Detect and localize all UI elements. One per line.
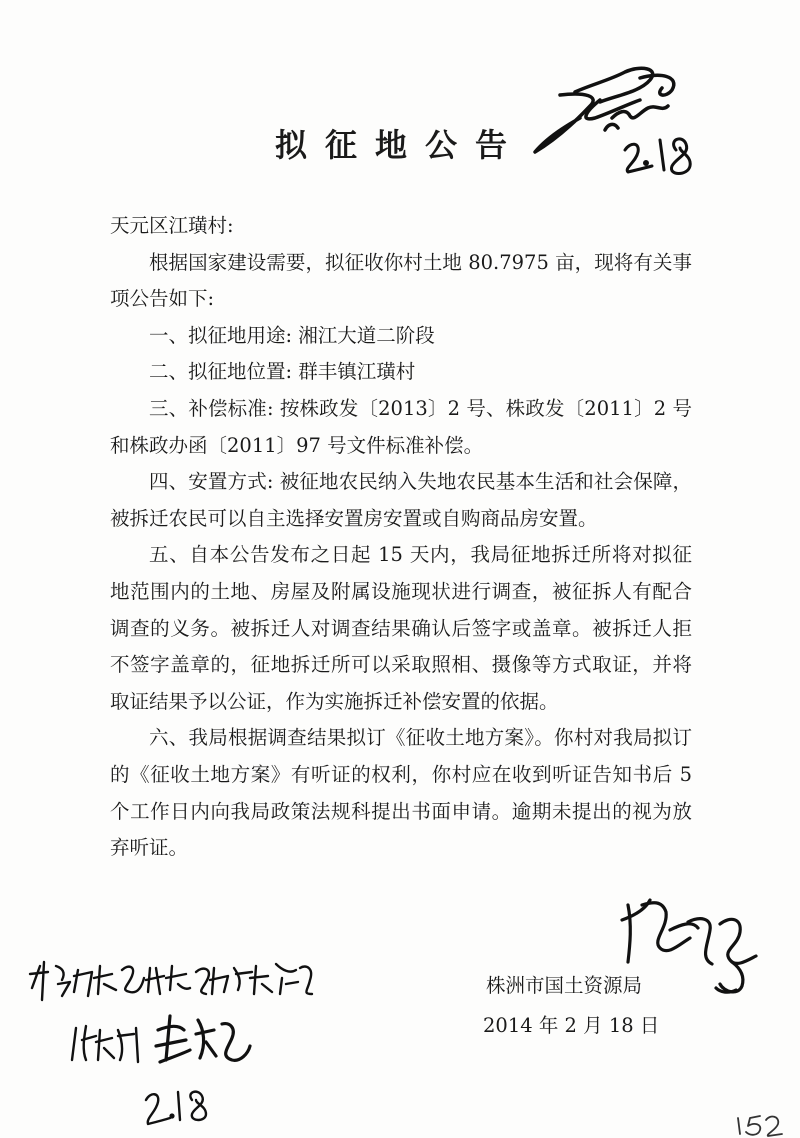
item-compensation-standard: 三、补偿标准: 按株政发〔2013〕2 号、株政发〔2011〕2 号和株政办函〔2011〕97 号文件标准补偿。 [110,396,692,457]
left-note-line-1 [30,962,312,1000]
addressee: 天元区江璜村: [110,214,234,237]
document-title: 拟征地公告 [274,126,525,164]
item-purpose: 一、拟征地用途: 湘江大道二阶段 [149,323,435,347]
item-survey: 五、自本公告发布之日起 15 天内，我局征地拆迁所将对拟征地范围内的土地、房屋及附属设施现状进行调查，被征拆人有配合调查的义务。被拆迁人对调查结果确认后签字或盖章。被拆迁人拒不签字盖章的，征地拆迁所可以采取照相、摄像等方式取证，并将取证结果予以公证，作为实施拆迁补偿安置的依据。 [110,543,692,713]
top-right-note-glyphs [625,139,690,174]
issuer-name: 株洲市国土资源局 [486,974,643,997]
left-signature [156,1016,250,1062]
issue-date: 2014 年 2 月 18 日 [483,1014,660,1037]
item-hearing: 六、我局根据调查结果拟订《征收土地方案》。你村对我局拟订的《征收土地方案》有听证的权利，你村应在收到听证告知书后 5 个工作日内向我局政策法规科提出书面申请。逾期未提出的视为放弃听证。 [110,726,692,860]
intro-paragraph: 根据国家建设需要，拟征收你村土地 80.7975 亩，现将有关事项公告如下: [110,250,692,311]
item-resettlement: 四、安置方式: 被征地农民纳入失地农民基本生活和社会保障，被拆迁农民可以自主选择安置房安置或自购商品房安置。 [110,470,692,530]
right-side-signature [622,900,756,992]
bottom-note-glyphs [146,1092,206,1124]
item-location: 二、拟征地位置: 群丰镇江璜村 [149,360,416,384]
page-number-glyphs [738,1116,782,1136]
top-right-signature [535,68,674,152]
left-note-line-2 [72,1026,138,1062]
